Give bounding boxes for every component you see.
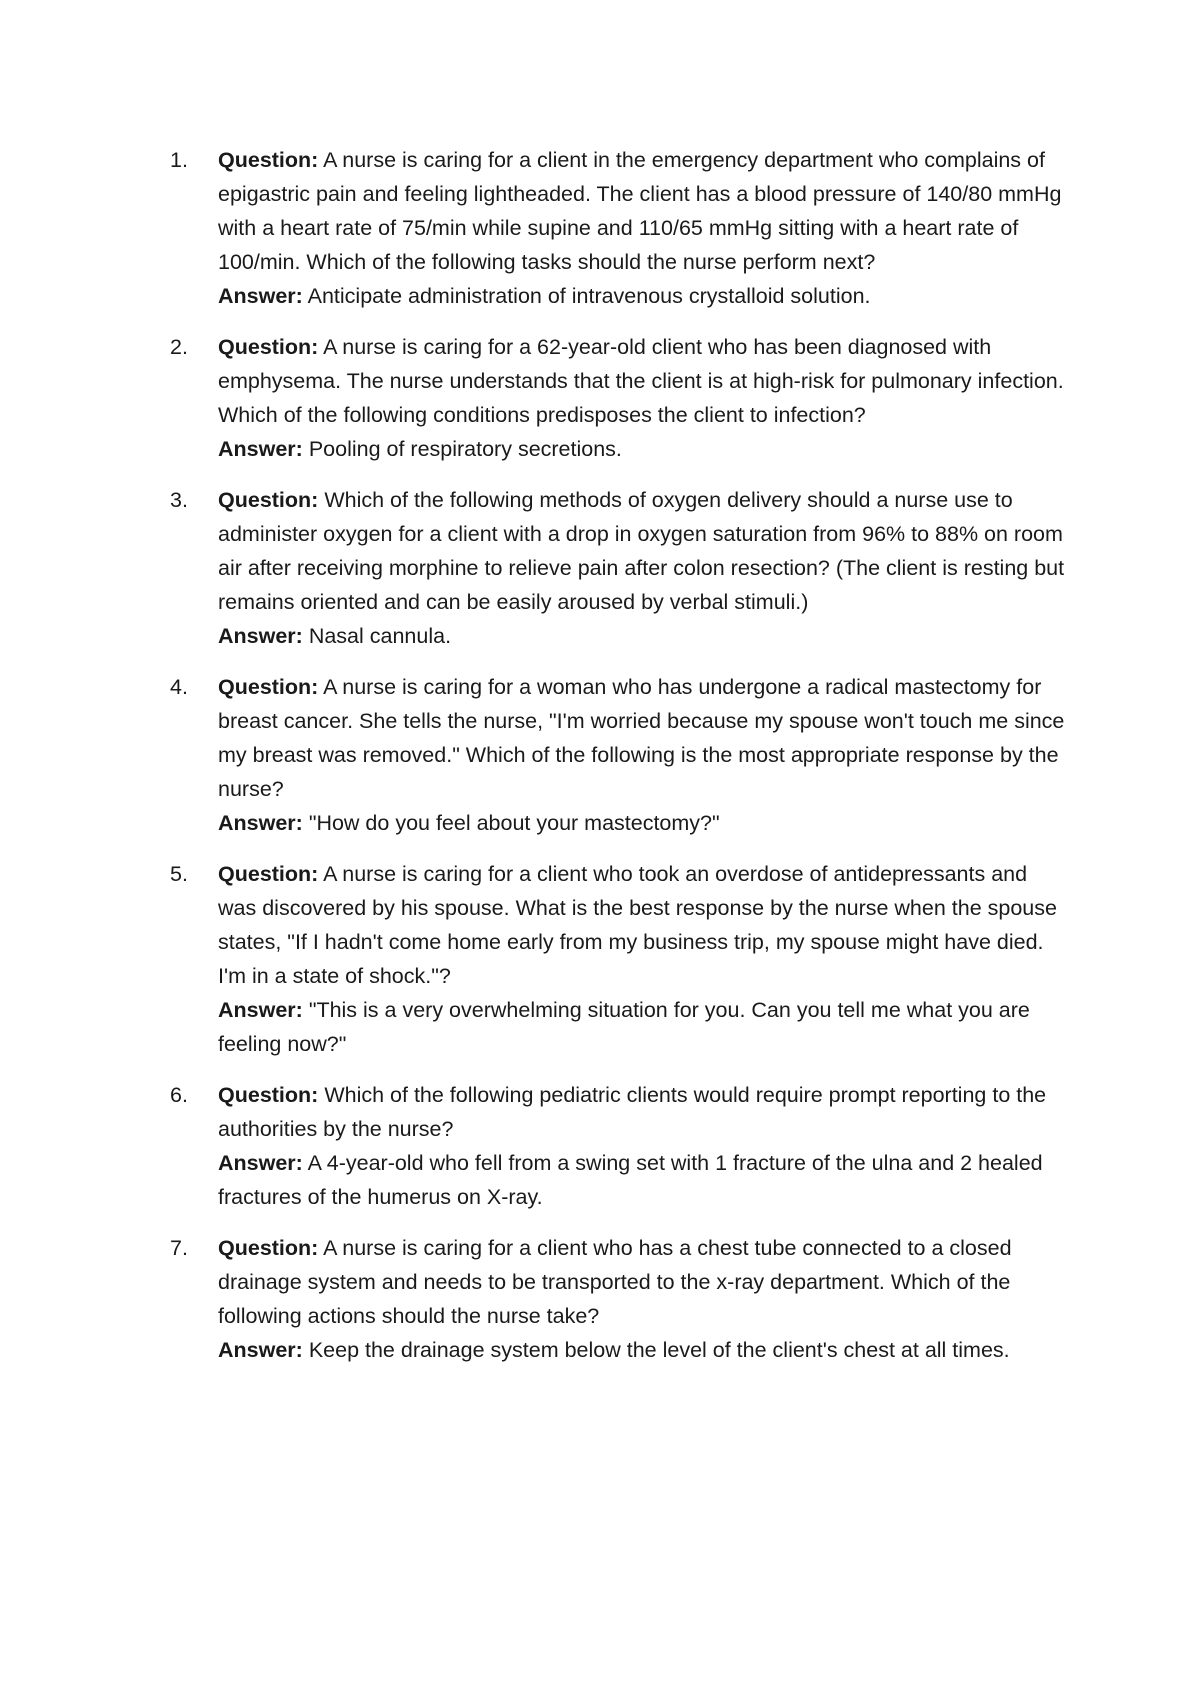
question-answer-list bbox=[170, 143, 1070, 1384]
question-line bbox=[218, 330, 1070, 432]
answer-text: Nasal cannula. bbox=[308, 624, 452, 648]
answer-label: Answer: bbox=[218, 624, 303, 648]
question-line bbox=[218, 483, 1070, 619]
qa-item-4 bbox=[170, 670, 1070, 840]
answer-line bbox=[218, 619, 1070, 653]
question-text: Which of the following pediatric clients would require prompt reporting to the authorities by the nurse? bbox=[218, 1083, 1047, 1141]
question-label: Question: bbox=[218, 1236, 319, 1260]
answer-label: Answer: bbox=[218, 284, 303, 308]
answer-line bbox=[218, 1333, 1070, 1367]
answer-text: A 4-year-old who fell from a swing set with 1 fracture of the ulna and 2 healed fractures of the humerus on X-ray. bbox=[218, 1151, 1043, 1209]
item-number: 7. bbox=[170, 1236, 188, 1260]
qa-item-5 bbox=[170, 857, 1070, 1061]
answer-label: Answer: bbox=[218, 998, 303, 1022]
question-label: Question: bbox=[218, 488, 319, 512]
question-line bbox=[218, 857, 1070, 993]
question-label: Question: bbox=[218, 335, 319, 359]
answer-text: Anticipate administration of intravenous crystalloid solution. bbox=[307, 284, 871, 308]
item-number: 2. bbox=[170, 335, 188, 359]
item-number: 1. bbox=[170, 148, 188, 172]
answer-text: Keep the drainage system below the level of the client's chest at all times. bbox=[308, 1338, 1010, 1362]
question-label: Question: bbox=[218, 148, 319, 172]
question-line bbox=[218, 1231, 1070, 1333]
answer-line bbox=[218, 1146, 1070, 1214]
question-label: Question: bbox=[218, 675, 319, 699]
answer-line bbox=[218, 279, 1070, 313]
answer-label: Answer: bbox=[218, 1151, 303, 1175]
answer-label: Answer: bbox=[218, 811, 303, 835]
question-text: A nurse is caring for a woman who has undergone a radical mastectomy for breast cancer. She tells the nurse, "I'm worried because my spouse won't touch me since my breast was removed." Which of the following is the most appropriate response by the nurse? bbox=[218, 675, 1065, 801]
answer-text: "How do you feel about your mastectomy?" bbox=[308, 811, 720, 835]
qa-item-3 bbox=[170, 483, 1070, 653]
answer-line bbox=[218, 432, 1070, 466]
item-number: 4. bbox=[170, 675, 188, 699]
question-label: Question: bbox=[218, 862, 319, 886]
qa-item-2 bbox=[170, 330, 1070, 466]
answer-line bbox=[218, 806, 1070, 840]
qa-item-6 bbox=[170, 1078, 1070, 1214]
item-number: 5. bbox=[170, 862, 188, 886]
question-label: Question: bbox=[218, 1083, 319, 1107]
question-text: Which of the following methods of oxygen delivery should a nurse use to administer oxygen for a client with a drop in oxygen saturation from 96% to 88% on room air after receiving morphine to relieve pain after colon resection? (The client is resting but remains oriented and can be easily aroused by verbal stimuli.) bbox=[218, 488, 1065, 614]
qa-item-7 bbox=[170, 1231, 1070, 1367]
question-text: A nurse is caring for a client in the emergency department who complains of epigastric pain and feeling lightheaded. The client has a blood pressure of 140/80 mmHg with a heart rate of 75/min while supine and 110/65 mmHg sitting with a heart rate of 100/min. Which of the following tasks should the nurse perform next? bbox=[218, 148, 1062, 274]
question-text: A nurse is caring for a client who has a chest tube connected to a closed drainage system and needs to be transported to the x-ray department. Which of the following actions should the nurse take? bbox=[218, 1236, 1012, 1328]
question-text: A nurse is caring for a client who took an overdose of antidepressants and was discovered by his spouse. What is the best response by the nurse when the spouse states, "If I hadn't come home early from my business trip, my spouse might have died. I'm in a state of shock."? bbox=[218, 862, 1057, 988]
answer-label: Answer: bbox=[218, 1338, 303, 1362]
question-line bbox=[218, 670, 1070, 806]
answer-text: "This is a very overwhelming situation for you. Can you tell me what you are feeling now?" bbox=[218, 998, 1030, 1056]
item-number: 6. bbox=[170, 1083, 188, 1107]
question-line bbox=[218, 1078, 1070, 1146]
answer-label: Answer: bbox=[218, 437, 303, 461]
answer-text: Pooling of respiratory secretions. bbox=[308, 437, 622, 461]
question-text: A nurse is caring for a 62-year-old client who has been diagnosed with emphysema. The nurse understands that the client is at high-risk for pulmonary infection. Which of the following conditions predisposes the client to infection? bbox=[218, 335, 1064, 427]
answer-line bbox=[218, 993, 1070, 1061]
qa-item-1 bbox=[170, 143, 1070, 313]
item-number: 3. bbox=[170, 488, 188, 512]
question-line bbox=[218, 143, 1070, 279]
